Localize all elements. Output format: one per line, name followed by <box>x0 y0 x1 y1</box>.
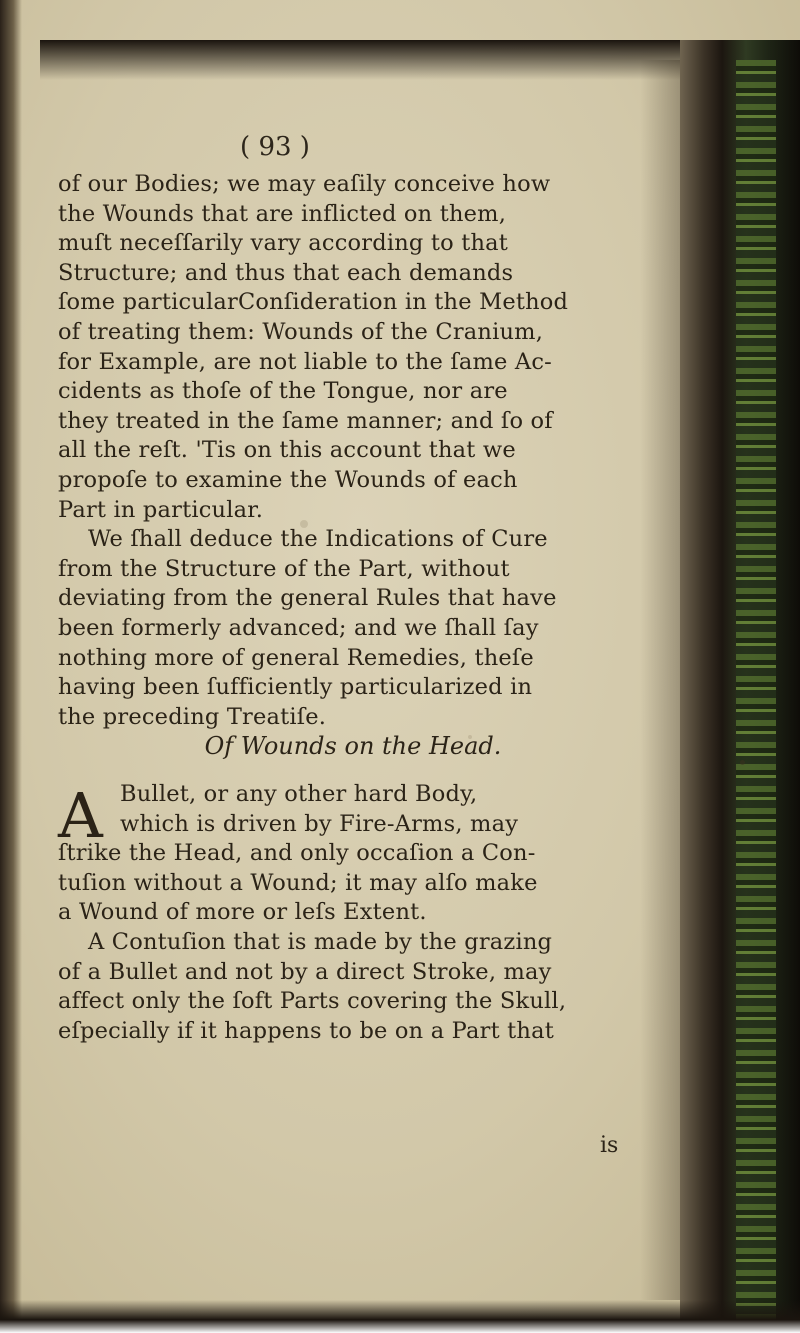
text-line: affect only the ſoft Parts covering the Skull, <box>58 988 567 1015</box>
catchword: is <box>600 1133 619 1158</box>
text-line: muſt neceſſarily vary according to that <box>58 230 508 257</box>
text-line: eſpecially if it happens to be on a Part that <box>58 1017 554 1044</box>
section-heading: Of Wounds on the Head. <box>204 732 502 760</box>
page-number: ( 93 ) <box>240 132 310 162</box>
text-line: which is driven by Fire-Arms, may <box>120 810 519 837</box>
page-left-edge <box>0 0 22 1333</box>
text-line: of our Bodies; we may eaſily conceive how <box>58 171 551 197</box>
text-line: having been ſufficiently particularized in <box>58 674 533 701</box>
text-line: deviating from the general Rules that have <box>58 585 557 612</box>
text-line: the Wounds that are inflicted on them, <box>58 200 507 227</box>
drop-cap: A <box>58 779 103 852</box>
text-line: nothing more of general Remedies, theſe <box>58 644 534 671</box>
text-line: propoſe to examine the Wounds of each <box>58 466 518 493</box>
text-line: Structure; and thus that each demands <box>58 259 514 286</box>
text-line: cidents as thoſe of the Tongue, nor are <box>58 378 508 405</box>
section-text <box>58 780 648 1046</box>
text-line: ſtrike the Head, and only occaſion a Con- <box>58 840 536 867</box>
text-line: of a Bullet and not by a direct Stroke, may <box>58 958 552 985</box>
text-line: Part in particular. <box>58 496 264 523</box>
page-bottom-shadow <box>0 1300 800 1333</box>
text-line: A Contuſion that is made by the grazing <box>88 928 553 955</box>
paper-spot <box>740 760 745 765</box>
text-line: all the reſt. 'Tis on this account that we <box>58 437 516 464</box>
text-line: Bullet, or any other hard Body, <box>120 781 478 807</box>
text-line: they treated in the ſame manner; and ſo of <box>58 407 553 434</box>
text-line: the preceding Treatiſe. <box>58 703 327 730</box>
spine-binding <box>736 60 776 1320</box>
text-line: from the Structure of the Part, without <box>58 555 510 582</box>
body-text <box>58 170 648 732</box>
text-line: for Example, are not liable to the ſame Ac- <box>58 348 552 375</box>
text-line: of treating them: Wounds of the Cranium, <box>58 318 544 345</box>
text-line: been formerly advanced; and we ſhall ſay <box>58 614 539 641</box>
text-line: a Wound of more or leſs Extent. <box>58 899 427 926</box>
text-line: ſome particularConſideration in the Method <box>58 289 569 316</box>
text-line: We ſhall deduce the Indications of Cure <box>88 526 548 553</box>
text-line: tuſion without a Wound; it may alſo make <box>58 869 538 896</box>
